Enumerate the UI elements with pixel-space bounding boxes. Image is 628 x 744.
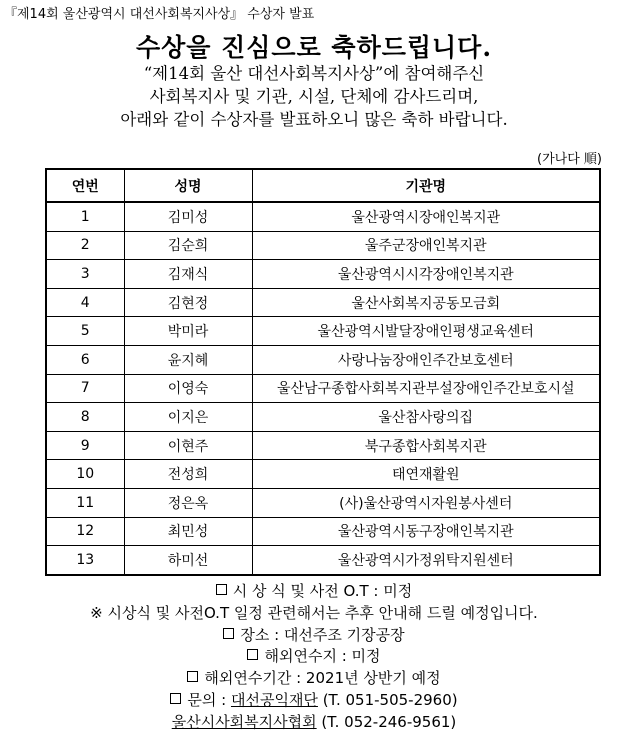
header-org: 기관명 [252, 169, 600, 202]
contact2-note: 울산시사회복지사협회 (T. 052-246-9561) [171, 712, 457, 731]
checkbox-icon [187, 671, 198, 682]
table-row [46, 460, 600, 489]
venue-note: 장소 : 대선주조 기장공장 [0, 625, 628, 647]
cell-name: 윤지혜 [124, 345, 252, 374]
table-row [46, 431, 600, 460]
intro-line: “제14회 울산 대선사회복지사상”에 참여해주신 [143, 64, 485, 83]
cell-no: 6 [46, 345, 124, 374]
cell-org: 울주군장애인복지관 [252, 231, 600, 260]
cell-name: 정은옥 [124, 488, 252, 517]
notes-section [0, 581, 628, 734]
table-row [46, 260, 600, 289]
cell-no: 8 [46, 403, 124, 432]
overseas-period-note: 해외연수기간 : 2021년 상반기 예정 [0, 668, 628, 690]
cell-org: 울산광역시동구장애인복지관 [252, 517, 600, 546]
cell-name: 하미선 [124, 546, 252, 575]
cell-org: 울산남구종합사회복지관부설장애인주간보호시설 [252, 374, 600, 403]
cell-org: 북구종합사회복지관 [252, 431, 600, 460]
cell-name: 이현주 [124, 431, 252, 460]
document-title: 『제14회 울산광역시 대선사회복지사상』 수상자 발표 [4, 7, 315, 22]
overseas-note: 해외연수지 : 미정 [0, 646, 628, 668]
cell-name: 김미성 [124, 202, 252, 231]
order-note: (가나다 順) [537, 152, 602, 167]
contact2-org: 울산시사회복지사협회 [171, 712, 317, 731]
cell-no: 3 [46, 260, 124, 289]
ceremony-note: 시 상 식 및 사전 O.T : 미정 [0, 581, 628, 603]
cell-name: 박미라 [124, 317, 252, 346]
table-row [46, 202, 600, 231]
header-name: 성명 [124, 169, 252, 202]
cell-no: 13 [46, 546, 124, 575]
cell-name: 최민성 [124, 517, 252, 546]
table-row [46, 345, 600, 374]
cell-name: 김재식 [124, 260, 252, 289]
intro-line: 아래와 같이 수상자를 발표하오니 많은 축하 바랍니다. [120, 110, 508, 129]
cell-no: 11 [46, 488, 124, 517]
cell-name: 전성희 [124, 460, 252, 489]
cell-org: 울산참사랑의집 [252, 403, 600, 432]
cell-org: (사)울산광역시자원봉사센터 [252, 488, 600, 517]
cell-name: 김현정 [124, 288, 252, 317]
cell-no: 4 [46, 288, 124, 317]
cell-no: 9 [46, 431, 124, 460]
table-header-row [46, 169, 600, 202]
intro-line: 사회복지사 및 기관, 시설, 단체에 감사드리며, [149, 87, 479, 106]
contact-note: 문의 : 대선공익재단 (T. 051-505-2960) [0, 690, 628, 712]
table-row [46, 374, 600, 403]
contact1-org: 대선공익재단 [230, 690, 318, 709]
headline: 수상을 진심으로 축하드립니다. [135, 33, 493, 62]
cell-org: 울산광역시시각장애인복지관 [252, 260, 600, 289]
cell-org: 울산광역시발달장애인평생교육센터 [252, 317, 600, 346]
cell-no: 2 [46, 231, 124, 260]
table-row [46, 546, 600, 575]
schedule-notice: ※ 시상식 및 사전O.T 일정 관련해서는 추후 안내해 드릴 예정입니다. [90, 603, 538, 622]
checkbox-icon [247, 649, 258, 660]
table-row [46, 517, 600, 546]
header-no: 연번 [46, 169, 124, 202]
cell-no: 5 [46, 317, 124, 346]
cell-name: 이영숙 [124, 374, 252, 403]
table-row [46, 288, 600, 317]
checkbox-icon [223, 628, 234, 639]
cell-org: 사랑나눔장애인주간보호센터 [252, 345, 600, 374]
cell-org: 태연재활원 [252, 460, 600, 489]
winners-table [45, 168, 601, 576]
intro-paragraph [0, 62, 628, 131]
cell-no: 7 [46, 374, 124, 403]
cell-org: 울산사회복지공동모금회 [252, 288, 600, 317]
checkbox-icon [216, 584, 227, 595]
table-row [46, 488, 600, 517]
cell-name: 김순희 [124, 231, 252, 260]
cell-org: 울산광역시장애인복지관 [252, 202, 600, 231]
table-row [46, 403, 600, 432]
cell-no: 12 [46, 517, 124, 546]
table-row [46, 231, 600, 260]
cell-no: 1 [46, 202, 124, 231]
cell-name: 이지은 [124, 403, 252, 432]
checkbox-icon [170, 693, 181, 704]
cell-no: 10 [46, 460, 124, 489]
cell-org: 울산광역시가정위탁지원센터 [252, 546, 600, 575]
table-row [46, 317, 600, 346]
